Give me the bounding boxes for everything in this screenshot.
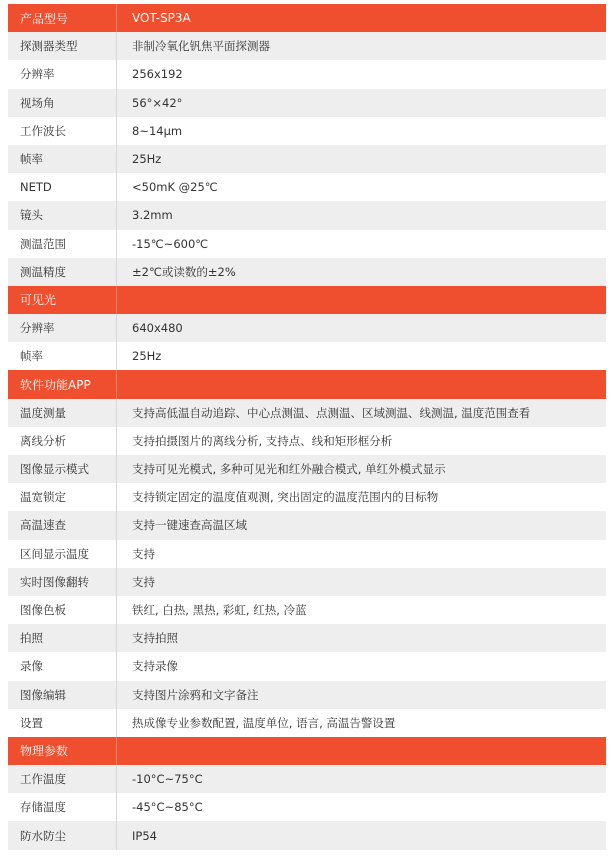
section-header [8,286,606,314]
spec-row [8,427,606,455]
spec-label: 存储温度 [20,800,66,815]
spec-value: 支持拍照 [132,631,178,646]
spec-row [8,173,606,201]
spec-row [8,652,606,680]
spec-label: 区间显示温度 [20,546,89,561]
spec-label: 图像显示模式 [20,462,89,477]
section-header [8,4,606,32]
spec-row [8,624,606,652]
spec-row [8,117,606,145]
spec-value: <50mK @25℃ [132,180,218,195]
spec-value: 640x480 [132,321,183,336]
spec-value: ±2℃或读数的±2% [132,264,236,279]
section-header-label: 物理参数 [20,744,69,759]
spec-label: 高温速查 [20,518,66,533]
spec-row [8,709,606,737]
spec-label: 温宽锁定 [20,490,66,505]
spec-value: -15℃~600℃ [132,236,209,251]
spec-value: 支持录像 [132,659,178,674]
spec-row [8,511,606,539]
section-header-label: 软件功能APP [20,378,91,393]
section-header-label: 可见光 [20,293,57,308]
spec-row [8,342,606,370]
spec-value: 56°×42° [132,95,183,110]
spec-row [8,230,606,258]
spec-row [8,314,606,342]
spec-row [8,596,606,624]
section-header [8,370,606,398]
spec-label: 图像色板 [20,603,66,618]
spec-value: 支持一键速查高温区域 [132,518,247,533]
spec-row [8,681,606,709]
spec-row [8,540,606,568]
spec-label: 离线分析 [20,433,66,448]
spec-value: 支持 [132,574,155,589]
spec-label: 图像编辑 [20,687,66,702]
spec-label: 工作温度 [20,772,66,787]
spec-value: 支持图片涂鸦和文字备注 [132,687,259,702]
spec-value: 25Hz [132,152,162,167]
section-header-value [117,286,606,314]
section-header-value: VOT-SP3A [132,11,191,26]
spec-value: 支持可见光模式, 多种可见光和红外融合模式, 单红外模式显示 [132,462,446,477]
spec-label: 视场角 [20,95,55,110]
spec-value: 铁红, 白热, 黑热, 彩虹, 红热, 冷蓝 [132,603,307,618]
spec-row [8,258,606,286]
spec-row [8,455,606,483]
spec-value: 支持拍摄图片的离线分析, 支持点、线和矩形框分析 [132,433,393,448]
spec-value: 支持 [132,546,155,561]
spec-label: 镜头 [20,208,43,223]
spec-row [8,32,606,60]
spec-value: 8~14μm [132,123,183,138]
spec-label: 录像 [20,659,43,674]
spec-label: 测温精度 [20,264,66,279]
spec-row [8,821,606,849]
spec-label: 拍照 [20,631,43,646]
spec-value: -45°C~85°C [132,800,203,815]
spec-label: 防水防尘 [20,828,66,843]
section-header-value [117,737,606,765]
spec-label: 工作波长 [20,123,66,138]
spec-value: 256x192 [132,67,183,82]
spec-label: 设置 [20,715,43,730]
spec-row [8,201,606,229]
spec-label: 帧率 [20,349,43,364]
spec-row [8,60,606,88]
spec-value: 25Hz [132,349,162,364]
spec-table [8,4,606,850]
spec-label: 实时图像翻转 [20,574,89,589]
spec-value: 热成像专业参数配置, 温度单位, 语言, 高温告警设置 [132,715,396,730]
spec-label: NETD [20,180,52,195]
spec-value: 3.2mm [132,208,173,223]
spec-value: 支持锁定固定的温度值观测, 突出固定的温度范围内的目标物 [132,490,439,505]
spec-value: -10°C~75°C [132,772,203,787]
section-header-value [117,370,606,398]
spec-row [8,483,606,511]
spec-label: 分辨率 [20,321,55,336]
spec-label: 帧率 [20,152,43,167]
spec-row [8,89,606,117]
spec-label: 探测器类型 [20,39,78,54]
section-header-label: 产品型号 [20,11,69,26]
spec-label: 分辨率 [20,67,55,82]
spec-row [8,793,606,821]
spec-value: 支持高低温自动追踪、中心点测温、点测温、区域测温、线测温, 温度范围查看 [132,405,531,420]
spec-row [8,399,606,427]
spec-row [8,568,606,596]
spec-row [8,765,606,793]
spec-value: 非制冷氧化钒焦平面探测器 [132,39,270,54]
section-header [8,737,606,765]
spec-row [8,145,606,173]
spec-value: IP54 [132,828,157,843]
spec-label: 测温范围 [20,236,66,251]
spec-label: 温度测量 [20,405,66,420]
